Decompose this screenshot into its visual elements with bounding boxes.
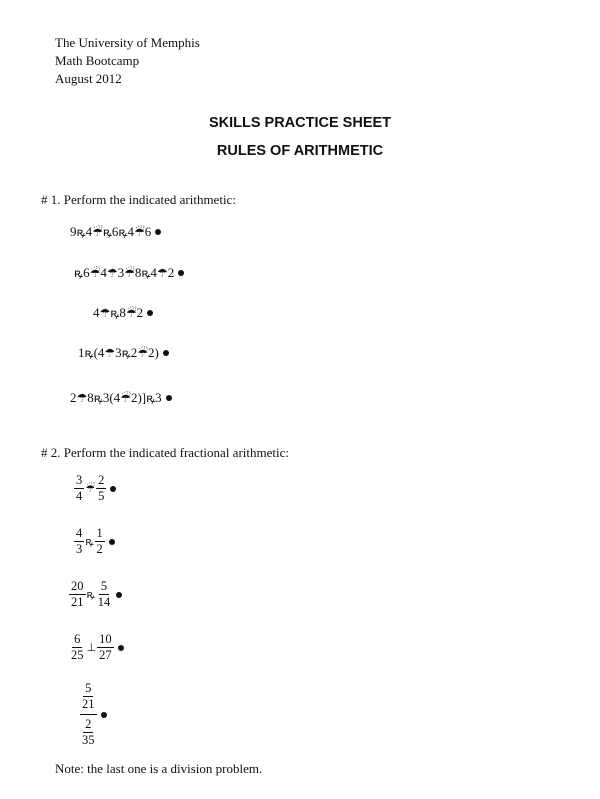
expr-text: 4	[127, 223, 134, 239]
header-line-date: August 2012	[55, 71, 122, 86]
numerator: 4	[76, 526, 83, 540]
garbled-operator-icon: ⊥	[86, 641, 97, 654]
expr-text: 6	[83, 264, 90, 280]
equals-dot-icon	[166, 395, 172, 401]
lower-fraction	[80, 715, 97, 748]
garbled-operator-icon: ☂	[106, 265, 118, 280]
denominator: 14	[97, 595, 111, 609]
expr-text: 6	[111, 223, 119, 239]
expr-text: (4	[93, 344, 105, 360]
problem1-expression-1	[70, 223, 161, 240]
equals-dot-icon	[116, 592, 122, 598]
garbled-operator-icon: ꝶ	[118, 225, 128, 239]
numerator: 2	[85, 717, 92, 731]
numerator: 5	[100, 579, 108, 593]
garbled-operator-icon: ꝶ	[86, 588, 95, 601]
problem2-fraction-expression-2	[74, 526, 115, 557]
denominator: 27	[99, 648, 112, 662]
upper-fraction	[80, 681, 97, 715]
garbled-operator-icon: ☔	[89, 265, 101, 280]
problem2-complex-fraction	[80, 681, 107, 748]
expr-text: 3	[117, 264, 125, 280]
garbled-operator-icon: ꝶ	[110, 306, 120, 320]
garbled-operator-icon: ☂	[76, 390, 88, 405]
expr-text: 8	[119, 304, 126, 320]
garbled-operator-icon: ☔	[85, 482, 96, 495]
expr-text: 2)]	[130, 389, 147, 405]
equals-dot-icon	[163, 350, 169, 356]
header-line-course: Math Bootcamp	[55, 53, 140, 68]
garbled-operator-icon: ꝶ	[102, 225, 112, 239]
numerator: 3	[76, 473, 83, 487]
problem1-expression-2	[74, 264, 184, 281]
garbled-operator-icon: ꝶ	[84, 346, 94, 360]
fraction	[95, 526, 105, 557]
numerator: 1	[96, 526, 103, 540]
problem2-label: # 2. Perform the indicated fractional arithmetic:	[41, 445, 289, 460]
complex-fraction	[80, 681, 97, 748]
expr-text: 3(4	[102, 389, 121, 405]
numerator: 10	[99, 632, 112, 646]
equals-dot-icon	[110, 486, 116, 492]
numerator: 2	[98, 473, 105, 487]
division-note: Note: the last one is a division problem.	[55, 761, 263, 776]
garbled-operator-icon: ꝶ	[141, 266, 151, 280]
expr-text: 8	[134, 264, 142, 280]
equals-dot-icon	[155, 229, 161, 235]
problem1-expression-5	[70, 389, 172, 406]
problem2-fraction-expression-1	[74, 473, 116, 504]
equals-dot-icon	[109, 539, 115, 545]
expr-text: 2)	[148, 344, 159, 360]
garbled-operator-icon: ꝶ	[93, 391, 103, 405]
equals-dot-icon	[118, 645, 124, 651]
problem1-expression-4	[78, 344, 169, 361]
garbled-operator-icon: ☂	[104, 345, 116, 360]
denominator: 21	[71, 595, 84, 609]
garbled-operator-icon: ☔	[92, 224, 103, 239]
expr-text: 4	[85, 223, 93, 239]
expr-text: 2	[167, 264, 175, 280]
garbled-operator-icon: ☔	[125, 305, 137, 320]
fraction	[74, 526, 84, 557]
garbled-operator-icon: ꝶ	[121, 346, 131, 360]
garbled-operator-icon: ☔	[137, 345, 148, 360]
expr-text: 3	[115, 344, 122, 360]
page-title: SKILLS PRACTICE SHEET	[208, 115, 392, 131]
header-line-university: The University of Memphis	[55, 35, 200, 50]
denominator: 2	[96, 542, 103, 556]
problem1-expression-3	[93, 304, 153, 321]
garbled-operator-icon: ꝶ	[146, 391, 156, 405]
expr-text: 9	[70, 223, 77, 239]
numerator: 5	[85, 681, 92, 695]
denominator: 5	[98, 489, 105, 503]
expr-text: 8	[87, 389, 94, 405]
fraction	[74, 473, 84, 504]
fraction	[69, 632, 86, 663]
fraction	[97, 632, 114, 663]
numerator: 20	[71, 579, 84, 593]
numerator: 6	[74, 632, 81, 646]
expr-text: 2	[70, 389, 77, 405]
garbled-operator-icon: ꝶ	[74, 266, 84, 280]
expr-text: 2	[130, 344, 138, 360]
garbled-operator-icon: ☔	[124, 265, 135, 280]
equals-dot-icon	[101, 712, 107, 718]
expr-text: 1	[78, 344, 85, 360]
problem1-label: # 1. Perform the indicated arithmetic:	[41, 192, 236, 207]
denominator: 35	[82, 733, 95, 747]
fraction	[96, 579, 113, 610]
expr-text: 4	[150, 264, 157, 280]
denominator: 4	[76, 489, 83, 503]
equals-dot-icon	[147, 310, 153, 316]
equals-dot-icon	[178, 270, 184, 276]
garbled-operator-icon: ☂	[99, 305, 111, 320]
garbled-operator-icon: ꝶ	[85, 535, 94, 548]
expr-text: 2	[136, 304, 144, 320]
denominator: 25	[71, 648, 84, 662]
fraction	[69, 579, 86, 610]
expr-text: 4	[100, 264, 107, 280]
problem2-fraction-expression-4	[69, 632, 124, 663]
denominator: 21	[82, 697, 95, 711]
problem2-fraction-expression-3	[69, 579, 122, 610]
fraction	[96, 473, 106, 504]
garbled-operator-icon: ꝶ	[76, 225, 86, 239]
expr-text: 6	[144, 223, 152, 239]
garbled-operator-icon: ☔	[120, 390, 131, 405]
expr-text: 3	[155, 389, 162, 405]
page-subtitle: RULES OF ARITHMETIC	[216, 143, 384, 159]
denominator: 3	[76, 542, 83, 556]
garbled-operator-icon: ☔	[133, 224, 145, 239]
expr-text: 4	[93, 304, 100, 320]
garbled-operator-icon: ☂	[156, 265, 168, 280]
